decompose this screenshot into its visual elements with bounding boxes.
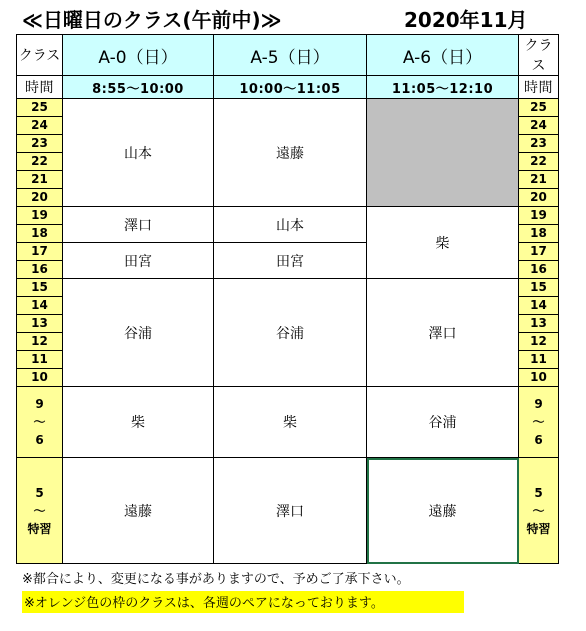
class-label-right[interactable]: クラス <box>519 35 559 76</box>
level-group-5-right[interactable] <box>519 458 559 564</box>
level-cell-right[interactable]: 12 <box>519 333 559 351</box>
level-cell-right[interactable]: 15 <box>519 279 559 297</box>
level-cell-right[interactable]: 11 <box>519 351 559 369</box>
level-cell-left[interactable]: 25 <box>17 99 63 117</box>
level-cell-right[interactable]: 13 <box>519 315 559 333</box>
teacher-cell[interactable]: 柴 <box>214 387 367 458</box>
level-group-row <box>17 458 559 564</box>
schedule-table <box>16 34 559 564</box>
level-cell-left[interactable]: 24 <box>17 117 63 135</box>
teacher-cell[interactable]: 田宮 <box>63 243 214 279</box>
level-row <box>17 279 559 297</box>
class-header-a6[interactable]: A-6（日） <box>367 35 519 76</box>
level-bottom: 特習 <box>526 521 551 536</box>
level-range-mark: 〜 <box>33 415 46 429</box>
level-range-mark: 〜 <box>33 503 46 518</box>
level-bottom: 特習 <box>27 521 52 536</box>
time-label-right[interactable]: 時間 <box>519 76 559 99</box>
level-row <box>17 207 559 225</box>
level-cell-left[interactable]: 18 <box>17 225 63 243</box>
teacher-cell[interactable]: 谷浦 <box>214 279 367 387</box>
unavailable-cell[interactable] <box>367 99 519 207</box>
level-cell-left[interactable]: 13 <box>17 315 63 333</box>
page-title: ≪日曜日のクラス(午前中)≫ <box>22 8 282 32</box>
level-range-mark: 〜 <box>532 503 545 518</box>
teacher-cell[interactable]: 山本 <box>214 207 367 243</box>
level-cell-left[interactable]: 22 <box>17 153 63 171</box>
class-header-row <box>17 35 559 76</box>
teacher-cell[interactable]: 澤口 <box>367 279 519 387</box>
level-bottom: 6 <box>534 433 543 447</box>
level-group-9-6-right[interactable] <box>519 387 559 458</box>
level-top: 5 <box>35 485 44 500</box>
time-a5[interactable]: 10:00〜11:05 <box>214 76 367 99</box>
level-cell-left[interactable]: 12 <box>17 333 63 351</box>
class-label-left[interactable]: クラス <box>17 35 63 76</box>
change-notice: ※都合により、変更になる事がありますので、予めご了承下さい。 <box>22 572 410 587</box>
time-a6[interactable]: 11:05〜12:10 <box>367 76 519 99</box>
level-cell-right[interactable]: 14 <box>519 297 559 315</box>
teacher-cell[interactable]: 田宮 <box>214 243 367 279</box>
teacher-cell[interactable]: 柴 <box>367 207 519 279</box>
class-header-a5[interactable]: A-5（日） <box>214 35 367 76</box>
time-label-left[interactable]: 時間 <box>17 76 63 99</box>
level-cell-left[interactable]: 17 <box>17 243 63 261</box>
level-cell-right[interactable]: 18 <box>519 225 559 243</box>
teacher-cell[interactable]: 柴 <box>63 387 214 458</box>
time-header-row <box>17 76 559 99</box>
level-cell-left[interactable]: 10 <box>17 369 63 387</box>
level-group-9-6-left[interactable] <box>17 387 63 458</box>
teacher-cell[interactable]: 山本 <box>63 99 214 207</box>
level-top: 5 <box>534 485 543 500</box>
level-row <box>17 99 559 117</box>
pair-notice: ※オレンジ色の枠のクラスは、各週のペアになっております。 <box>22 591 464 613</box>
level-cell-right[interactable]: 19 <box>519 207 559 225</box>
class-header-a0[interactable]: A-0（日） <box>63 35 214 76</box>
teacher-cell[interactable]: 澤口 <box>63 207 214 243</box>
level-group-row <box>17 387 559 458</box>
level-cell-left[interactable]: 11 <box>17 351 63 369</box>
level-cell-left[interactable]: 19 <box>17 207 63 225</box>
level-cell-right[interactable]: 21 <box>519 171 559 189</box>
level-cell-right[interactable]: 10 <box>519 369 559 387</box>
level-bottom: 6 <box>35 433 44 447</box>
level-group-5-left[interactable] <box>17 458 63 564</box>
level-range-mark: 〜 <box>532 415 545 429</box>
level-cell-right[interactable]: 20 <box>519 189 559 207</box>
period-label: 2020年11月 <box>404 8 528 32</box>
teacher-cell[interactable]: 遠藤 <box>63 458 214 564</box>
level-cell-right[interactable]: 17 <box>519 243 559 261</box>
level-cell-right[interactable]: 24 <box>519 117 559 135</box>
level-cell-left[interactable]: 23 <box>17 135 63 153</box>
level-top: 9 <box>35 397 44 411</box>
level-cell-right[interactable]: 16 <box>519 261 559 279</box>
selected-teacher-cell[interactable]: 遠藤 <box>367 458 519 564</box>
level-cell-right[interactable]: 23 <box>519 135 559 153</box>
level-cell-left[interactable]: 14 <box>17 297 63 315</box>
level-cell-left[interactable]: 16 <box>17 261 63 279</box>
level-cell-left[interactable]: 15 <box>17 279 63 297</box>
teacher-cell[interactable]: 遠藤 <box>214 99 367 207</box>
time-a0[interactable]: 8:55〜10:00 <box>63 76 214 99</box>
teacher-cell[interactable]: 谷浦 <box>63 279 214 387</box>
level-cell-left[interactable]: 21 <box>17 171 63 189</box>
level-top: 9 <box>534 397 543 411</box>
level-cell-right[interactable]: 22 <box>519 153 559 171</box>
level-cell-right[interactable]: 25 <box>519 99 559 117</box>
level-cell-left[interactable]: 20 <box>17 189 63 207</box>
teacher-cell[interactable]: 澤口 <box>214 458 367 564</box>
teacher-cell[interactable]: 谷浦 <box>367 387 519 458</box>
